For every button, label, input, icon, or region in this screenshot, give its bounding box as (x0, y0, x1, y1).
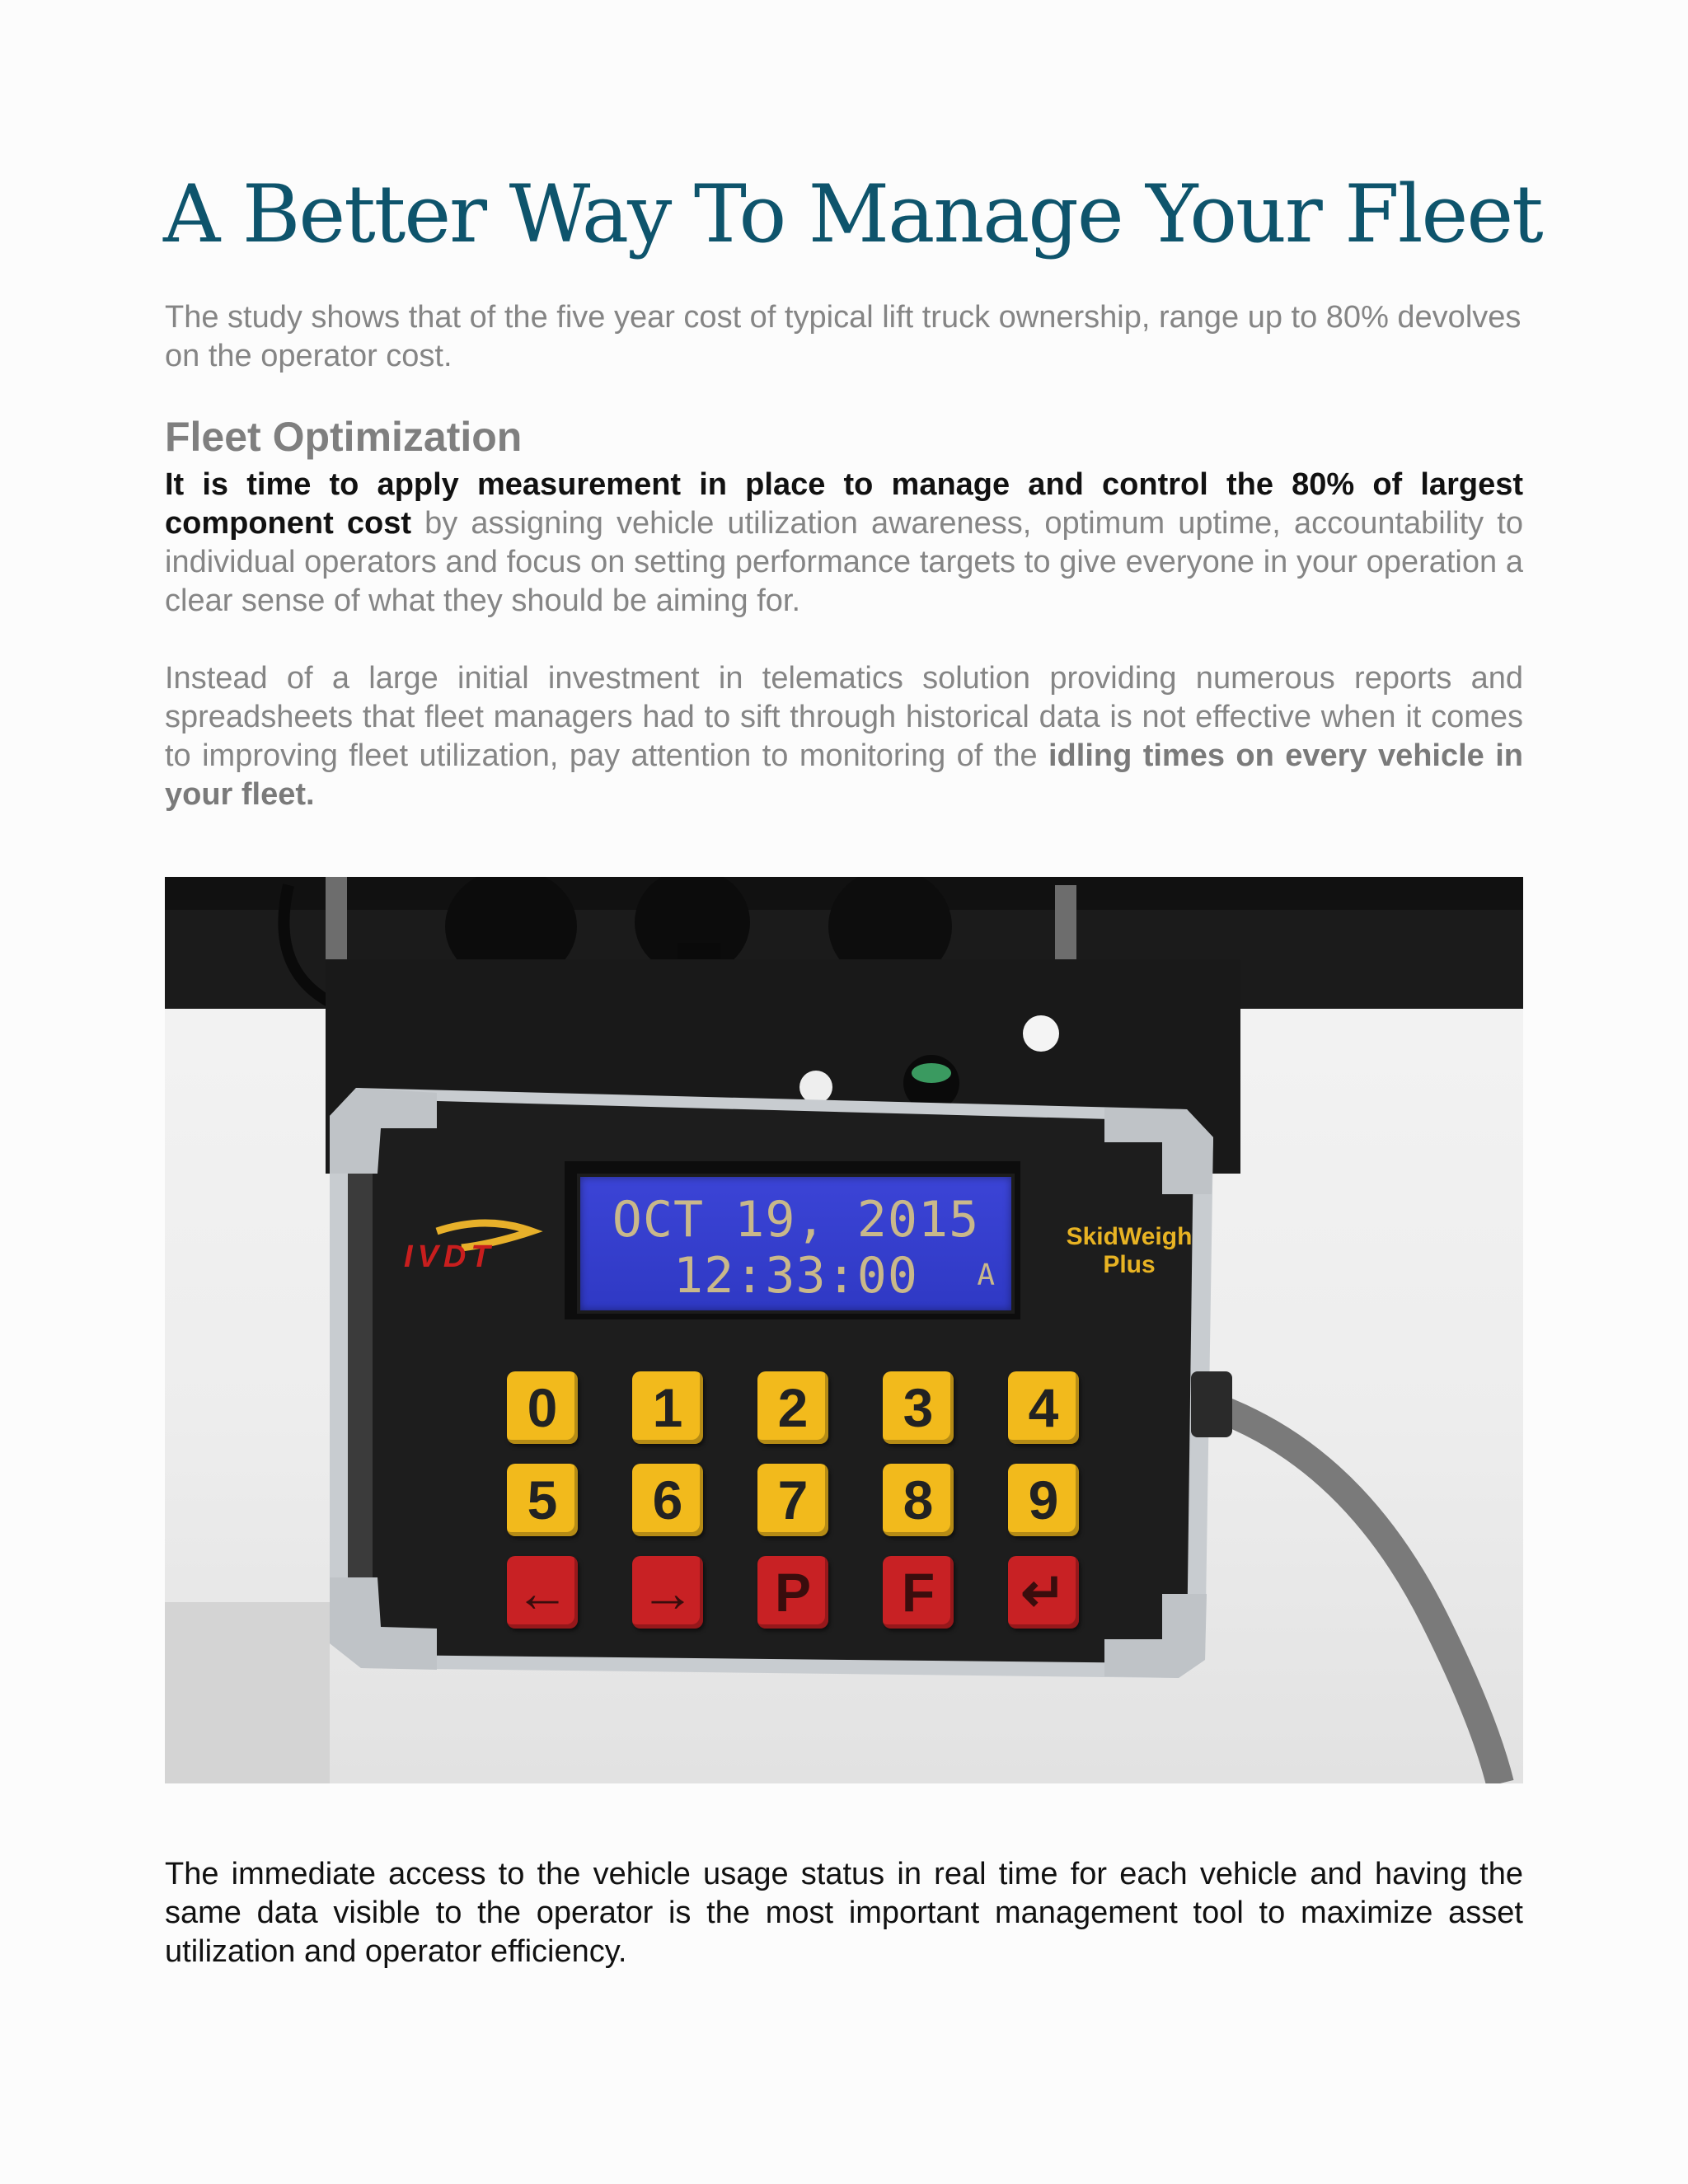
key-1: 1 (632, 1371, 703, 1444)
key-4: 4 (1008, 1371, 1079, 1444)
key-8: 8 (883, 1464, 954, 1536)
key-6: 6 (632, 1464, 703, 1536)
emphasis-text: It is time to apply measurement in place to manage and control the 80% of largest component cost (165, 467, 1523, 541)
model-line: SkidWeigh (1066, 1223, 1193, 1250)
key-left-arrow: ← (507, 1556, 578, 1629)
key-f: F (883, 1556, 954, 1629)
section-heading: Fleet Optimization (165, 414, 523, 460)
intro-paragraph: The study shows that of the five year cost of typical lift truck ownership, range up to 80% devolves on the operator cost. (165, 300, 1522, 373)
model-line: Plus (1103, 1251, 1156, 1278)
key-p: P (757, 1556, 828, 1629)
device-photo (165, 877, 1523, 1783)
key-right-arrow: → (632, 1556, 703, 1629)
page-title: A Better Way To Manage Your Fleet (163, 168, 1542, 260)
display-date: OCT 19, 2015 (612, 1191, 980, 1249)
device-illustration (165, 877, 1523, 1783)
brand-logo: IVDT (404, 1240, 495, 1274)
key-7: 7 (757, 1464, 828, 1536)
body-text: by assigning vehicle utilization awareness, optimum uptime, accountability to individual operators and focus on setting performance targets to give everyone in your operation a clear sense of what they should be aiming for. (165, 506, 1523, 618)
key-9: 9 (1008, 1464, 1079, 1536)
body-text: Instead of a large initial investment in telematics solution providing numerous reports and spreadsheets that fleet managers had to sift through historical data is not effective when it comes to improving fleet utilization, pay attention to monitoring of the (165, 661, 1523, 773)
key-2: 2 (757, 1371, 828, 1444)
fleet-optimization-paragraph (165, 466, 1523, 621)
display-time: 12:33:00 (673, 1247, 918, 1305)
telematics-paragraph (165, 659, 1523, 814)
key-5: 5 (507, 1464, 578, 1536)
lcd-display (577, 1174, 1015, 1314)
emphasis-text: idling times on every vehicle in your fleet. (165, 738, 1523, 812)
key-0: 0 (507, 1371, 578, 1444)
model-label (1047, 1223, 1212, 1279)
display-indicator: A (977, 1258, 995, 1292)
closing-paragraph: The immediate access to the vehicle usage status in real time for each vehicle and having the same data visible to the operator is the most important management tool to maximize asset utilization and operator efficiency. (165, 1857, 1523, 1969)
key-enter: ↵ (1008, 1556, 1079, 1629)
key-3: 3 (883, 1371, 954, 1444)
